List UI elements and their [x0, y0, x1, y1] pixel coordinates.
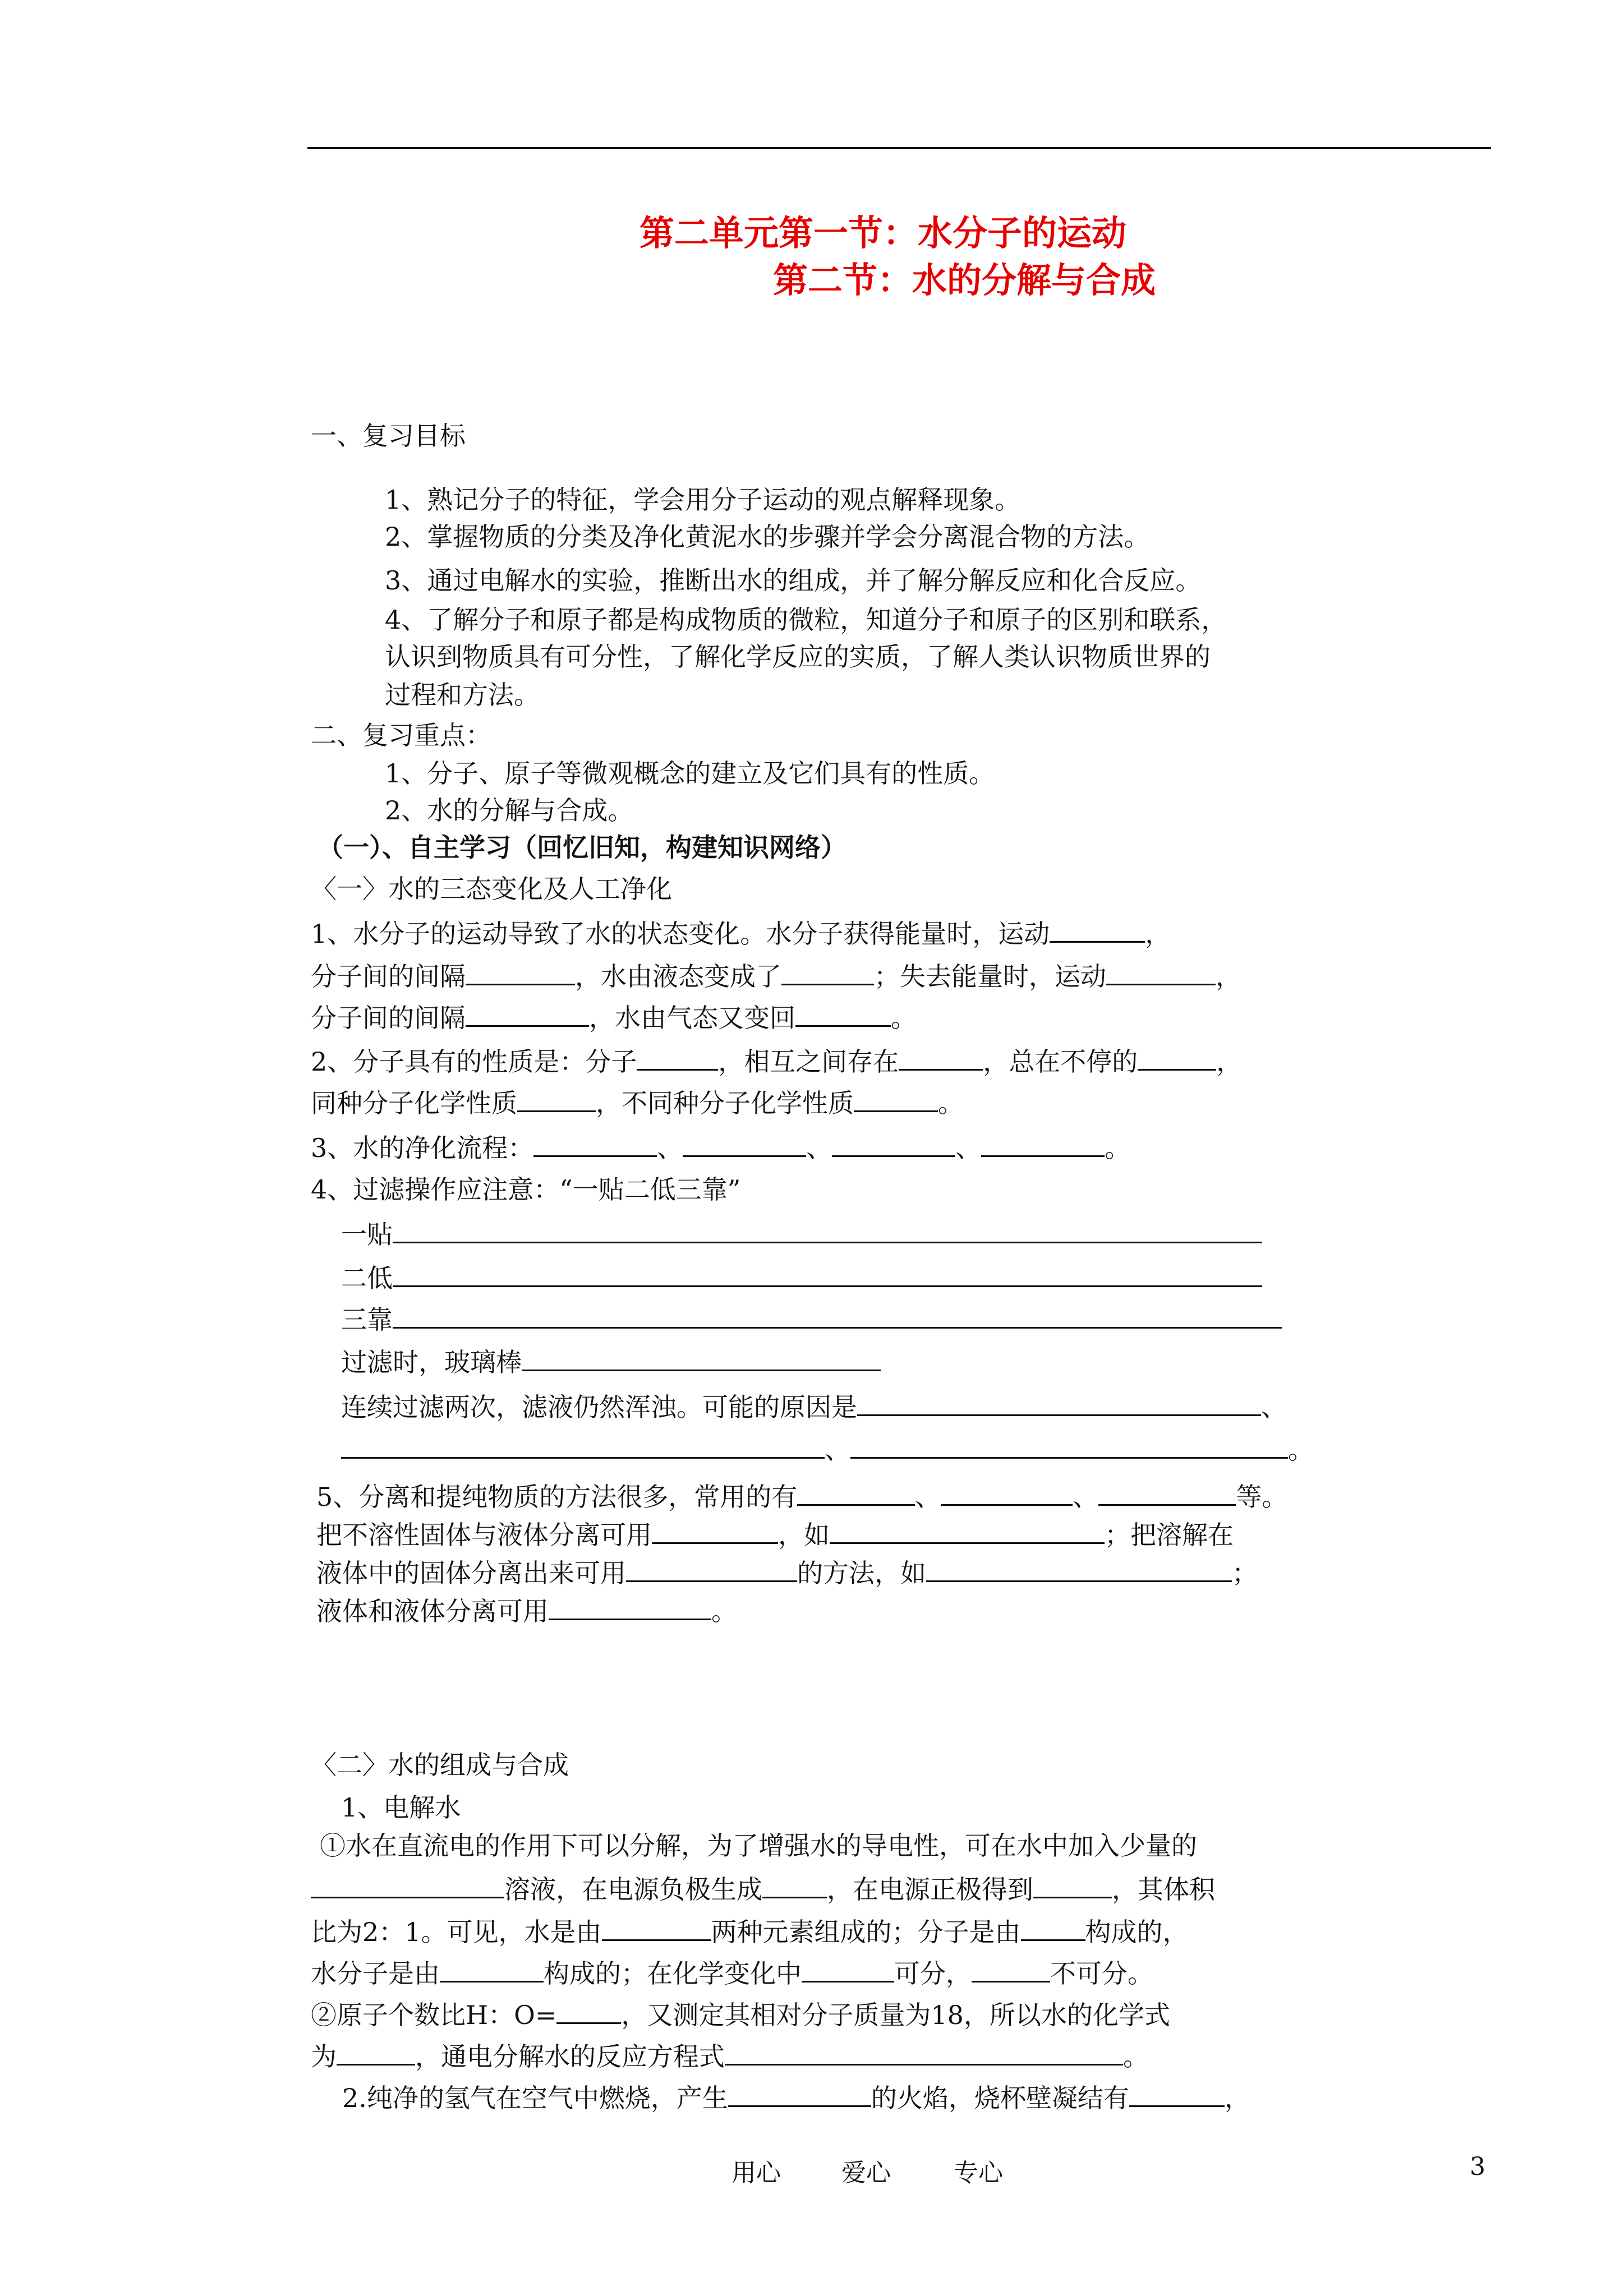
goal-item: 4、了解分子和原子都是构成物质的微粒，知道分子和原子的区别和联系， [385, 605, 1227, 635]
title-line-2: 第二节：水的分解与合成 [773, 260, 1156, 301]
title-line-1: 第二单元第一节：水分子的运动 [640, 213, 1127, 253]
answer-blank[interactable] [795, 999, 891, 1027]
answer-blank[interactable] [533, 1129, 657, 1157]
answer-blank[interactable] [466, 958, 575, 985]
answer-blank[interactable] [393, 1216, 1262, 1243]
answer-blank[interactable] [762, 1871, 827, 1898]
part-heading: 〈一〉水的三态变化及人工净化 [311, 874, 672, 904]
filter-cause-line-2: 、 。 [341, 1431, 1314, 1466]
answer-blank[interactable] [393, 1260, 1262, 1287]
answer-blank[interactable] [941, 1478, 1073, 1506]
question-5-line-3: 液体中的固体分离出来可用 的方法，如 ； [316, 1555, 1258, 1589]
answer-blank[interactable] [725, 2038, 1123, 2066]
answer-blank[interactable] [981, 1129, 1105, 1157]
answer-blank[interactable] [652, 1516, 778, 1544]
answer-blank[interactable] [802, 1955, 894, 1983]
filter-glass-rod: 过滤时，玻璃棒 [341, 1344, 881, 1378]
electrolysis-line-4: 水分子是由 构成的；在化学变化中 可分， 不可分。 [311, 1955, 1153, 1990]
answer-blank[interactable] [522, 1344, 881, 1371]
answer-blank[interactable] [602, 1914, 711, 1941]
formula-line-1: ②原子个数比H：O= ，又测定其相对分子质量为18，所以水的化学式 [311, 1997, 1170, 2031]
footer-motto-2: 爱心 [841, 2159, 891, 2187]
question-5-line-4: 液体和液体分离可用 。 [316, 1593, 737, 1628]
filter-rule-1: 一贴 [341, 1216, 1262, 1251]
answer-blank[interactable] [440, 1955, 544, 1983]
header-rule [307, 147, 1491, 149]
electrolysis-line-3: 比为2：1。可见，水是由 两种元素组成的；分子是由 构成的， [311, 1914, 1189, 1948]
answer-blank[interactable] [854, 1085, 938, 1112]
goal-item: 2、掌握物质的分类及净化黄泥水的步骤并学会分离混合物的方法。 [385, 522, 1150, 552]
answer-blank[interactable] [926, 1555, 1232, 1582]
answer-blank[interactable] [556, 1997, 621, 2024]
question-3: 3、水的净化流程： 、 、 、 。 [311, 1129, 1130, 1164]
part-heading: 〈二〉水的组成与合成 [311, 1750, 569, 1780]
question-1-line-2: 分子间的间隔 ，水由液态变成了 ；失去能量时，运动 ， [311, 958, 1241, 993]
answer-blank[interactable] [341, 1431, 825, 1459]
section-heading: 一、复习目标 [311, 421, 466, 451]
answer-blank[interactable] [337, 2038, 415, 2066]
answer-blank[interactable] [637, 1043, 718, 1071]
answer-blank[interactable] [1098, 1478, 1236, 1506]
footer-motto-1: 用心 [732, 2159, 781, 2187]
answer-blank[interactable] [626, 1555, 797, 1582]
answer-blank[interactable] [1138, 1043, 1216, 1071]
answer-blank[interactable] [549, 1593, 711, 1620]
section-heading: 二、复习重点： [311, 720, 491, 750]
answer-blank[interactable] [466, 999, 589, 1027]
goal-item: 过程和方法。 [385, 680, 540, 710]
answer-blank[interactable] [683, 1129, 806, 1157]
filter-rule-3: 三靠 [341, 1301, 1282, 1336]
answer-blank[interactable] [830, 1516, 1105, 1544]
answer-blank[interactable] [781, 958, 874, 985]
answer-blank[interactable] [517, 1085, 596, 1112]
question-2-line-1: 2、分子具有的性质是：分子 ，相互之间存在 ，总在不停的 ， [311, 1043, 1242, 1078]
filter-rule-2: 二低 [341, 1260, 1262, 1294]
answer-blank[interactable] [1106, 958, 1216, 985]
question-1-line-1: 1、水分子的运动导致了水的状态变化。水分子获得能量时，运动 ， [311, 915, 1171, 950]
question-4: 4、过滤操作应注意：“一贴二低三靠” [311, 1174, 741, 1205]
answer-blank[interactable] [832, 1129, 955, 1157]
answer-blank[interactable] [857, 1389, 1261, 1416]
question-5-line-1: 5、分离和提纯物质的方法很多，常用的有 、 、 等。 [316, 1478, 1287, 1513]
answer-blank[interactable] [972, 1955, 1050, 1983]
answer-blank[interactable] [850, 1431, 1288, 1459]
answer-blank[interactable] [899, 1043, 983, 1071]
hydrogen-combustion-line: 2.纯净的氢气在空气中燃烧，产生 的火焰，烧杯壁凝结有 ， [342, 2080, 1250, 2114]
question-5-line-2: 把不溶性固体与液体分离可用 ，如 ；把溶解在 [316, 1516, 1234, 1551]
goal-item: 1、熟记分子的特征，学会用分子运动的观点解释现象。 [385, 485, 1021, 515]
key-item: 2、水的分解与合成。 [385, 795, 634, 826]
answer-blank[interactable] [1129, 2080, 1225, 2107]
answer-blank[interactable] [728, 2080, 871, 2107]
subsection-heading: 1、电解水 [341, 1792, 461, 1823]
goal-item: 3、通过电解水的实验，推断出水的组成，并了解分解反应和化合反应。 [385, 565, 1202, 596]
answer-blank[interactable] [1033, 1871, 1112, 1898]
answer-blank[interactable] [797, 1478, 915, 1506]
answer-blank[interactable] [311, 1871, 504, 1898]
page-number: 3 [1470, 2152, 1485, 2181]
electrolysis-line-2: 溶液，在电源负极生成 ，在电源正极得到 ，其体积 [311, 1871, 1215, 1906]
answer-blank[interactable] [1050, 915, 1145, 943]
answer-blank[interactable] [393, 1301, 1282, 1329]
electrolysis-line-1: ①水在直流电的作用下可以分解，为了增强水的导电性，可在水中加入少量的 [320, 1831, 1197, 1861]
self-study-heading: （一）、自主学习（回忆旧知，构建知识网络） [318, 832, 846, 863]
question-2-line-2: 同种分子化学性质 ，不同种分子化学性质 。 [311, 1085, 964, 1119]
footer-motto-3: 专心 [954, 2159, 1003, 2187]
goal-item: 认识到物质具有可分性，了解化学反应的实质，了解人类认识物质世界的 [385, 642, 1211, 672]
formula-line-2: 为 ，通电分解水的反应方程式 。 [311, 2038, 1149, 2073]
filter-cause-line-1: 连续过滤两次，滤液仍然浑浊。可能的原因是 、 [341, 1389, 1287, 1423]
question-1-line-3: 分子间的间隔 ，水由气态又变回 。 [311, 999, 917, 1034]
answer-blank[interactable] [1021, 1914, 1085, 1941]
key-item: 1、分子、原子等微观概念的建立及它们具有的性质。 [385, 758, 995, 789]
